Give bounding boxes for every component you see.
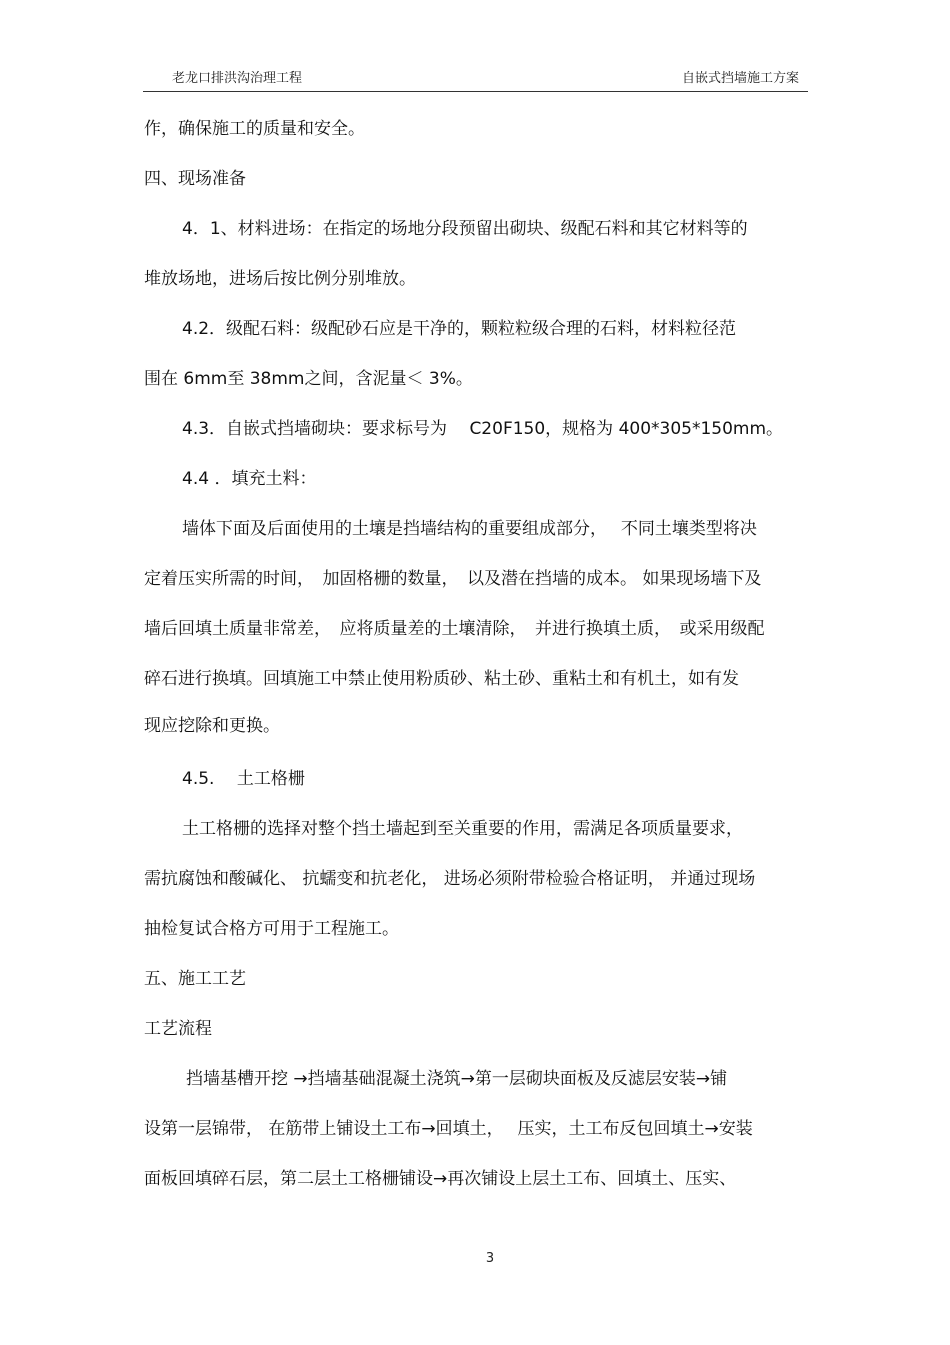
body-line: 4.2．级配石料：级配砂石应是干净的，颗粒粒级合理的石料，材料粒径范 <box>182 319 737 339</box>
header-rule <box>143 91 808 92</box>
body-line: 4.4 ．填充土料： <box>182 469 317 489</box>
section-heading: 五、施工工艺 <box>144 969 246 989</box>
body-line: 堆放场地，进场后按比例分别堆放。 <box>144 269 416 289</box>
body-line: 墙后回填土质量非常差， 应将质量差的土壤清除， 并进行换填土质， 或采用级配 <box>144 619 765 639</box>
body-line: 抽检复试合格方可用于工程施工。 <box>144 919 399 939</box>
header-project-name: 老龙口排洪沟治理工程 <box>172 71 303 86</box>
body-line: 4．1、材料进场：在指定的场地分段预留出砌块、级配石料和其它材料等的 <box>182 219 748 239</box>
body-line: 作，确保施工的质量和安全。 <box>144 119 365 139</box>
body-line: 工艺流程 <box>144 1019 212 1039</box>
body-line: 设第一层锦带， 在筋带上铺设土工布→回填土， 压实，土工布反包回填土→安装 <box>144 1119 753 1139</box>
body-line: 4.3．自嵌式挡墙砌块：要求标号为 C20F150，规格为 400*305*150mm。 <box>182 419 784 439</box>
header-doc-title: 自嵌式挡墙施工方案 <box>682 71 800 86</box>
body-line: 定着压实所需的时间， 加固格栅的数量， 以及潜在挡墙的成本。 如果现场墙下及 <box>144 569 762 589</box>
section-heading: 四、现场准备 <box>144 169 246 189</box>
page-number: 3 <box>485 1251 495 1266</box>
body-line: 墙体下面及后面使用的土壤是挡墙结构的重要组成部分， 不同土壤类型将决 <box>182 519 757 539</box>
body-line: 土工格栅的选择对整个挡土墙起到至关重要的作用，需满足各项质量要求， <box>182 819 743 839</box>
body-line: 挡墙基槽开挖 →挡墙基础混凝土浇筑→第一层砌块面板及反滤层安装→铺 <box>186 1069 728 1089</box>
body-line: 碎石进行换填。回填施工中禁止使用粉质砂、粘土砂、重粘土和有机土，如有发 <box>144 669 739 689</box>
body-line: 现应挖除和更换。 <box>144 716 280 736</box>
body-line: 4.5. 土工格栅 <box>182 769 305 789</box>
body-line: 面板回填碎石层，第二层土工格栅铺设→再次铺设上层土工布、回填土、压实、 <box>144 1169 737 1189</box>
body-line: 需抗腐蚀和酸碱化、 抗蠕变和抗老化， 进场必须附带检验合格证明， 并通过现场 <box>144 869 756 889</box>
body-line: 围在 6mm至 38mm之间，含泥量＜ 3%。 <box>144 369 473 389</box>
